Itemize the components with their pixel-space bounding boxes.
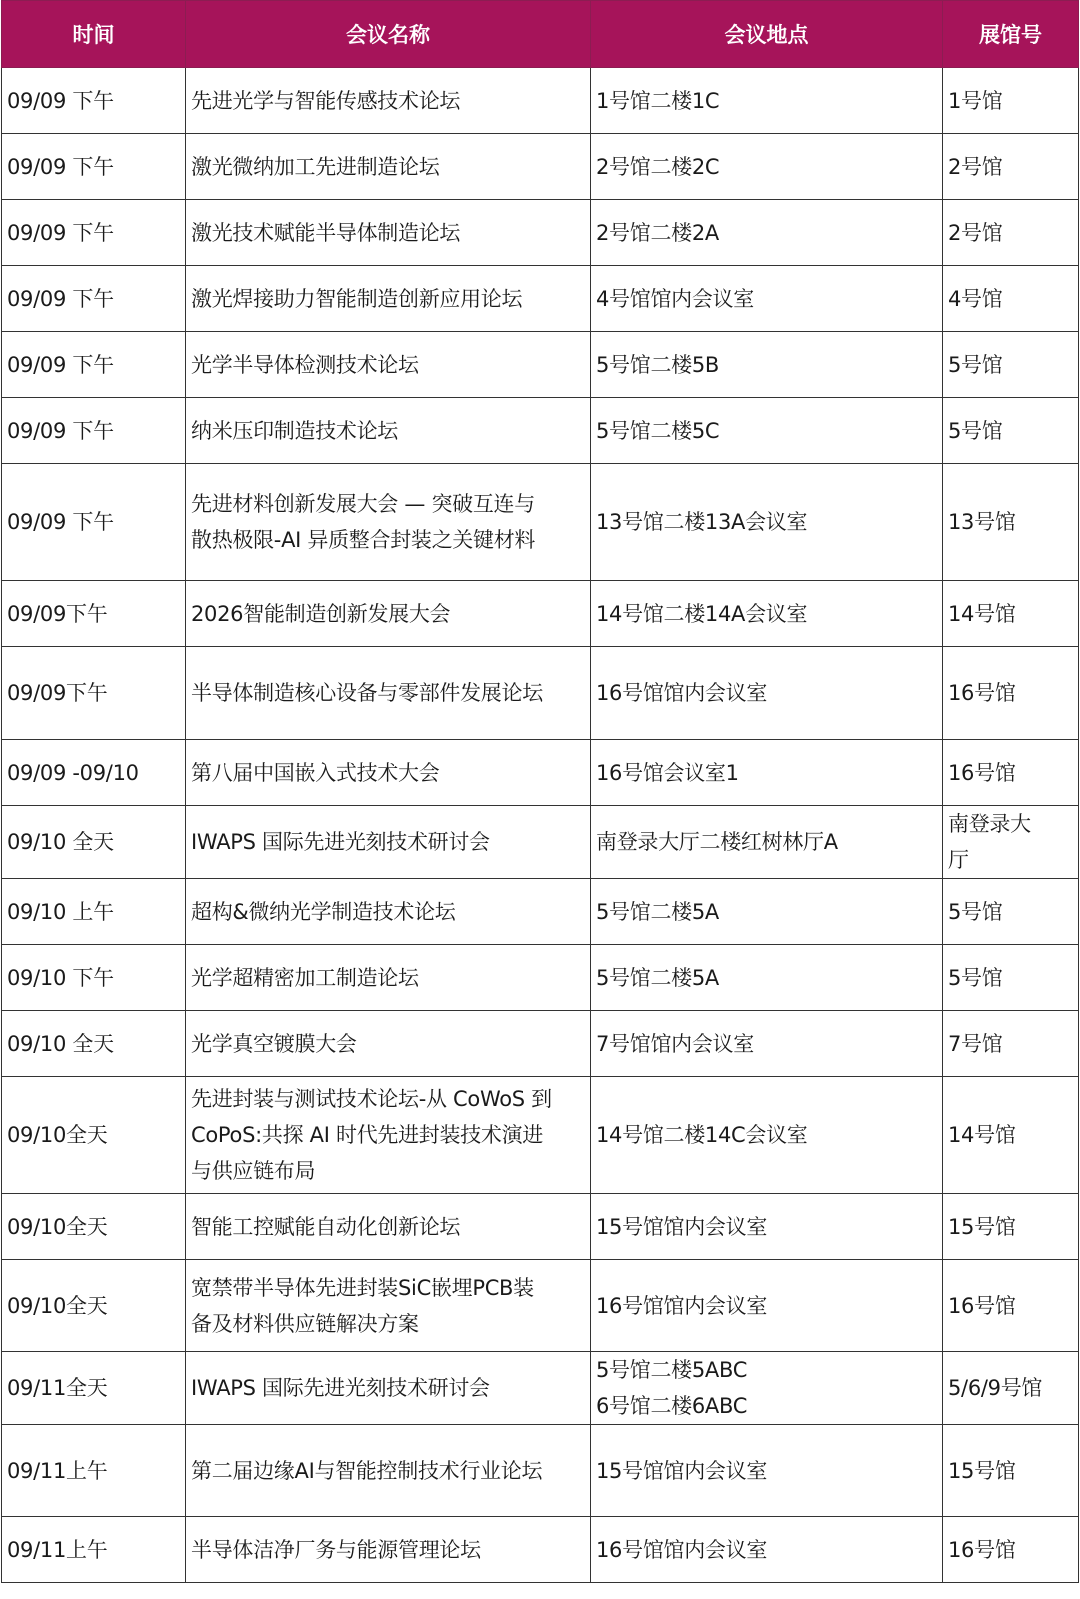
cell-hall [943,134,1079,200]
cell-hall [943,464,1079,581]
cell-hall [943,1011,1079,1077]
cell-hall [943,1194,1079,1260]
cell-meeting-name [186,740,591,806]
cell-meeting-name-line: CoPoS:共探 AI 时代先进封装技术演进 [191,1123,543,1147]
cell-time: 09/10 全天 [2,806,186,879]
cell-time: 09/11上午 [2,1425,186,1517]
table-row [2,266,1079,332]
cell-time: 09/10全天 [2,1194,186,1260]
cell-venue-line: 14号馆二楼14A会议室 [596,601,808,626]
cell-meeting-name [186,945,591,1011]
cell-venue [591,1194,943,1260]
cell-hall-line: 15号馆 [948,1458,1016,1483]
cell-meeting-name-line: 半导体洁净厂务与能源管理论坛 [191,1537,481,1562]
cell-meeting-name [186,1352,591,1425]
cell-meeting-name-line: 2026智能制造创新发展大会 [191,601,451,626]
cell-venue-line: 13号馆二楼13A会议室 [596,510,808,534]
cell-meeting-name-line: 先进封装与测试技术论坛-从 CoWoS 到 [191,1087,552,1111]
cell-venue [591,879,943,945]
cell-meeting-name-line: 宽禁带半导体先进封装SiC嵌埋PCB装 [191,1275,534,1300]
cell-hall [943,1260,1079,1352]
table-row [2,1260,1079,1352]
cell-time: 09/10 上午 [2,879,186,945]
cell-meeting-name [186,464,591,581]
table-row [2,1517,1079,1583]
table-row [2,740,1079,806]
cell-hall-line: 16号馆 [948,1537,1016,1562]
cell-hall-line: 5号馆 [948,352,1003,377]
cell-meeting-name-line: 光学超精密加工制造论坛 [191,965,419,990]
cell-hall [943,398,1079,464]
table-row [2,134,1079,200]
cell-venue-line: 南登录大厅二楼红树林厅A [596,830,838,854]
header-venue: 会议地点 [591,1,943,68]
cell-venue [591,1077,943,1194]
table-row [2,1011,1079,1077]
cell-hall-line: 16号馆 [948,760,1016,785]
cell-venue-line: 6号馆二楼6ABC [596,1394,748,1418]
table-row [2,398,1079,464]
header-time: 时间 [2,1,186,68]
cell-meeting-name-line: 第八届中国嵌入式技术大会 [191,760,440,785]
table-row [2,879,1079,945]
cell-hall [943,806,1079,879]
cell-venue [591,1425,943,1517]
table-row [2,647,1079,740]
cell-venue-line: 4号馆馆内会议室 [596,286,754,311]
cell-meeting-name [186,581,591,647]
cell-hall-line: 1号馆 [948,88,1003,113]
cell-meeting-name [186,1077,591,1194]
cell-hall [943,1517,1079,1583]
cell-hall-line: 5号馆 [948,899,1003,924]
cell-meeting-name-line: 智能工控赋能自动化创新论坛 [191,1214,461,1239]
cell-venue [591,945,943,1011]
cell-meeting-name-line: 纳米压印制造技术论坛 [191,418,398,443]
cell-meeting-name-line: 半导体制造核心设备与零部件发展论坛 [191,681,543,705]
cell-meeting-name [186,68,591,134]
cell-meeting-name-line: 激光技术赋能半导体制造论坛 [191,220,461,245]
cell-hall-line: 南登录大 [948,812,1031,836]
cell-venue [591,134,943,200]
cell-venue [591,581,943,647]
header-hall: 展馆号 [943,1,1079,68]
cell-hall-line: 2号馆 [948,154,1003,179]
cell-venue-line: 5号馆二楼5ABC [596,1358,748,1382]
cell-hall-line: 厅 [948,848,969,872]
cell-hall [943,740,1079,806]
cell-meeting-name-line: 超构&微纳光学制造技术论坛 [191,899,456,924]
cell-venue [591,200,943,266]
cell-meeting-name [186,1011,591,1077]
cell-venue-line: 16号馆会议室1 [596,760,739,785]
cell-hall-line: 14号馆 [948,1123,1016,1147]
cell-time: 09/10全天 [2,1260,186,1352]
cell-meeting-name-line: 第二届边缘AI与智能控制技术行业论坛 [191,1458,543,1483]
cell-meeting-name-line: IWAPS 国际先进光刻技术研讨会 [191,1376,490,1400]
cell-time: 09/11全天 [2,1352,186,1425]
cell-hall-line: 14号馆 [948,601,1016,626]
cell-meeting-name [186,134,591,200]
cell-hall [943,1077,1079,1194]
cell-time: 09/09 下午 [2,266,186,332]
cell-venue [591,464,943,581]
cell-meeting-name-line: 先进光学与智能传感技术论坛 [191,88,461,113]
cell-venue [591,398,943,464]
cell-venue-line: 5号馆二楼5C [596,418,720,443]
cell-venue [591,1352,943,1425]
cell-venue [591,647,943,740]
cell-venue-line: 5号馆二楼5A [596,965,719,990]
cell-hall [943,945,1079,1011]
cell-meeting-name-line: 光学半导体检测技术论坛 [191,352,419,377]
cell-venue [591,1260,943,1352]
cell-meeting-name [186,647,591,740]
cell-venue [591,806,943,879]
table-row [2,200,1079,266]
cell-venue-line: 16号馆馆内会议室 [596,1293,768,1318]
cell-venue-line: 5号馆二楼5A [596,899,719,924]
cell-hall [943,200,1079,266]
meeting-schedule-table [1,0,1079,1583]
cell-time: 09/09 下午 [2,464,186,581]
cell-hall [943,581,1079,647]
cell-time: 09/09 下午 [2,332,186,398]
cell-time: 09/09 下午 [2,200,186,266]
cell-venue-line: 1号馆二楼1C [596,88,720,113]
cell-venue [591,740,943,806]
cell-time: 09/09下午 [2,647,186,740]
cell-hall-line: 4号馆 [948,286,1003,311]
cell-hall [943,1425,1079,1517]
cell-hall-line: 7号馆 [948,1031,1003,1056]
table-row [2,68,1079,134]
cell-hall-line: 5号馆 [948,418,1003,443]
cell-meeting-name-line: 光学真空镀膜大会 [191,1031,357,1056]
cell-meeting-name-line: 先进材料创新发展大会 — 突破互连与 [191,492,535,516]
cell-time: 09/11上午 [2,1517,186,1583]
cell-hall-line: 5/6/9号馆 [948,1376,1043,1400]
header-row [2,1,1079,68]
cell-meeting-name-line: 散热极限-AI 异质整合封装之关键材料 [191,528,536,552]
cell-meeting-name [186,1194,591,1260]
cell-venue-line: 14号馆二楼14C会议室 [596,1123,808,1147]
cell-venue-line: 5号馆二楼5B [596,352,720,377]
cell-meeting-name [186,1260,591,1352]
cell-time: 09/09下午 [2,581,186,647]
cell-venue-line: 15号馆馆内会议室 [596,1214,768,1239]
cell-venue [591,1517,943,1583]
cell-hall-line: 2号馆 [948,220,1003,245]
cell-hall-line: 16号馆 [948,1293,1016,1318]
cell-meeting-name-line: 备及材料供应链解决方案 [191,1311,419,1336]
cell-venue-line: 2号馆二楼2C [596,154,720,179]
cell-meeting-name-line: IWAPS 国际先进光刻技术研讨会 [191,830,490,854]
cell-time: 09/09 -09/10 [2,740,186,806]
table-row [2,1425,1079,1517]
cell-venue-line: 15号馆馆内会议室 [596,1458,768,1483]
table-row [2,581,1079,647]
cell-venue-line: 16号馆馆内会议室 [596,1537,768,1562]
cell-venue-line: 16号馆馆内会议室 [596,681,768,705]
cell-meeting-name [186,1517,591,1583]
cell-meeting-name [186,806,591,879]
cell-meeting-name [186,398,591,464]
table-body [2,68,1079,1583]
cell-time: 09/09 下午 [2,68,186,134]
cell-hall [943,266,1079,332]
table-header [2,1,1079,68]
cell-meeting-name [186,266,591,332]
table-row [2,1194,1079,1260]
cell-hall-line: 16号馆 [948,681,1016,705]
cell-meeting-name [186,332,591,398]
cell-time: 09/09 下午 [2,398,186,464]
table-row [2,806,1079,879]
cell-meeting-name-line: 激光焊接助力智能制造创新应用论坛 [191,286,523,311]
cell-venue [591,1011,943,1077]
cell-meeting-name [186,879,591,945]
cell-hall-line: 15号馆 [948,1214,1016,1239]
header-meeting-name: 会议名称 [186,1,591,68]
cell-hall [943,332,1079,398]
cell-venue [591,68,943,134]
cell-meeting-name-line: 激光微纳加工先进制造论坛 [191,154,440,179]
cell-venue-line: 2号馆二楼2A [596,220,719,245]
table-row [2,1077,1079,1194]
cell-time: 09/10全天 [2,1077,186,1194]
cell-time: 09/10 下午 [2,945,186,1011]
cell-hall [943,647,1079,740]
table-row [2,945,1079,1011]
cell-meeting-name-line: 与供应链布局 [191,1159,316,1183]
cell-meeting-name [186,1425,591,1517]
table-row [2,464,1079,581]
cell-venue-line: 7号馆馆内会议室 [596,1031,754,1056]
cell-hall [943,1352,1079,1425]
cell-hall [943,879,1079,945]
cell-time: 09/09 下午 [2,134,186,200]
cell-venue [591,332,943,398]
table-row [2,1352,1079,1425]
cell-venue [591,266,943,332]
cell-hall-line: 13号馆 [948,510,1016,534]
cell-meeting-name [186,200,591,266]
table-row [2,332,1079,398]
cell-hall-line: 5号馆 [948,965,1003,990]
cell-time: 09/10 全天 [2,1011,186,1077]
cell-hall [943,68,1079,134]
